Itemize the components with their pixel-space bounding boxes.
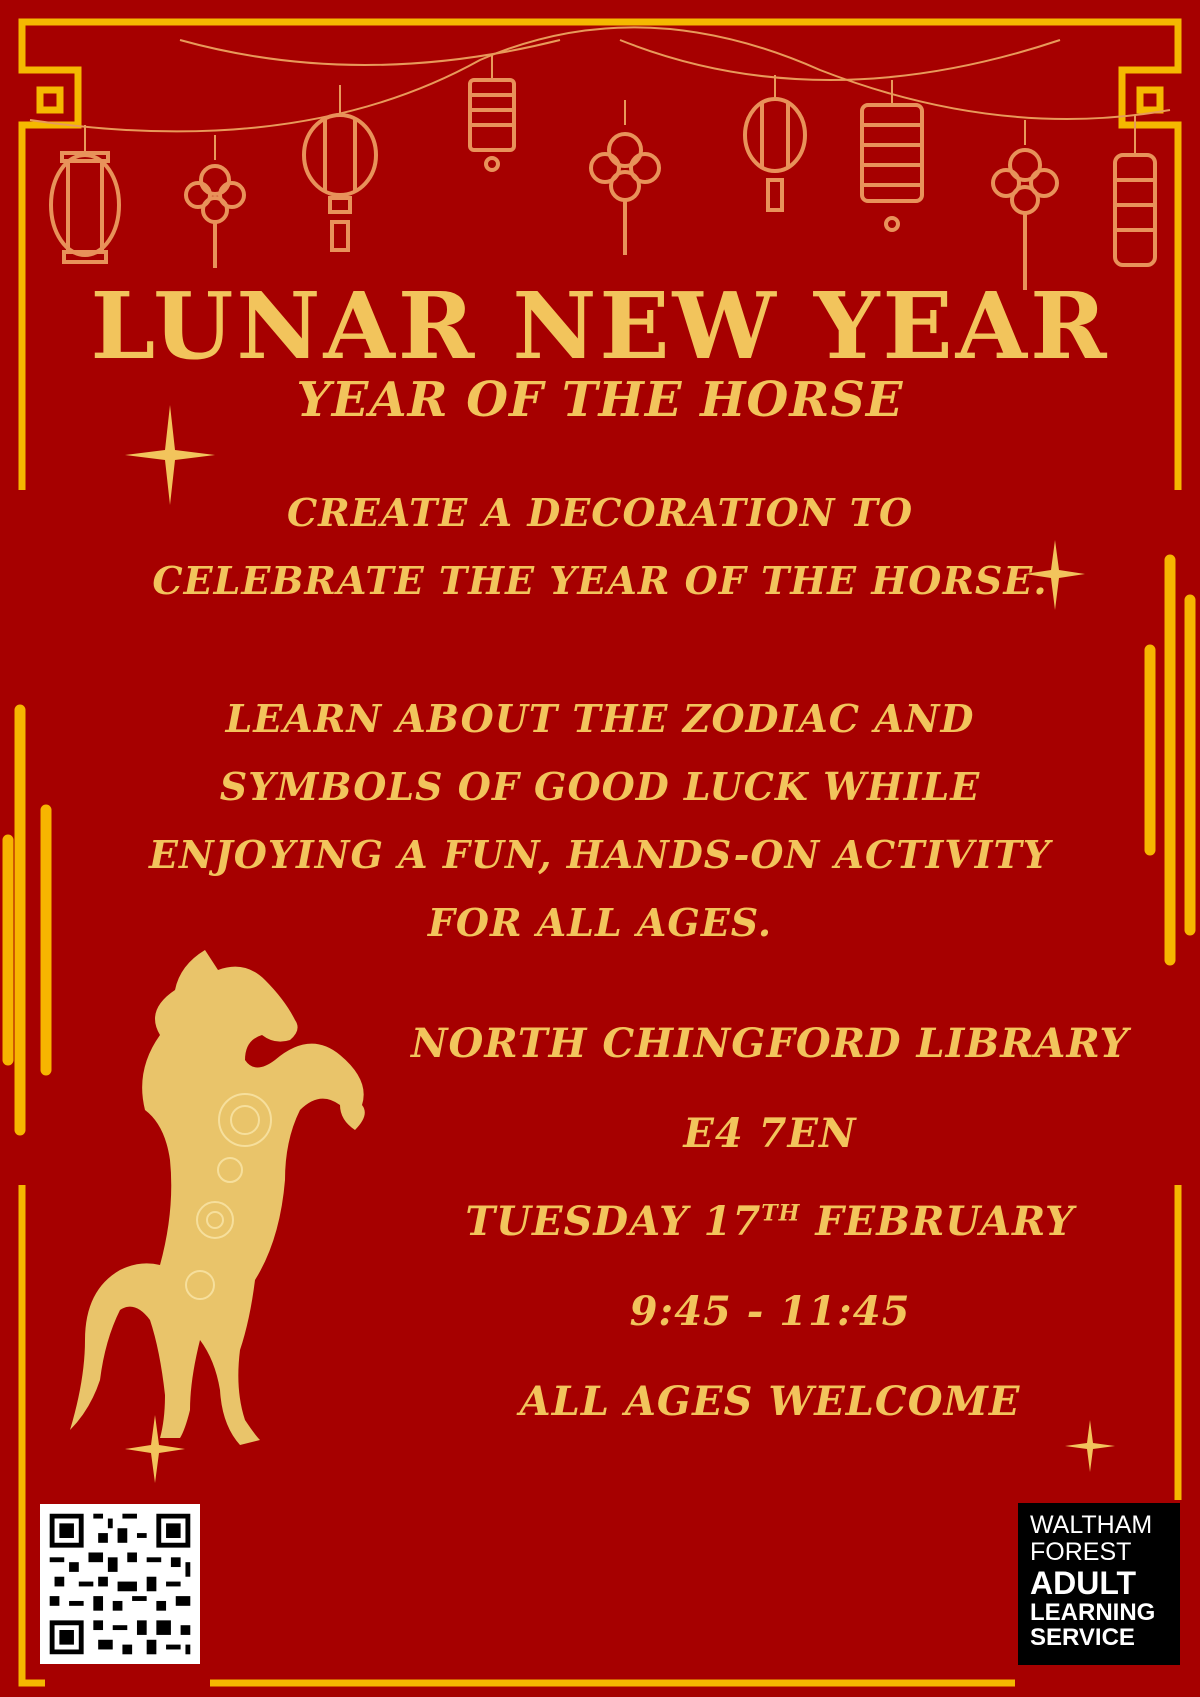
- event-date-suffix: TH: [761, 1200, 801, 1227]
- waltham-forest-logo: [1018, 1503, 1180, 1665]
- poster-title: LUNAR NEW YEAR: [90, 272, 1110, 380]
- event-venue: NORTH CHINGFORD LIBRARY: [410, 1020, 1130, 1067]
- poster-subtitle: YEAR OF THE HORSE: [296, 372, 904, 428]
- description-line: ENJOYING A FUN, HANDS-ON ACTIVITY: [149, 832, 1051, 877]
- logo-line: SERVICE: [1030, 1624, 1135, 1651]
- logo-line: WALTHAM: [1030, 1511, 1153, 1539]
- logo-line: FOREST: [1030, 1538, 1132, 1566]
- qr-code-icon[interactable]: [40, 1504, 200, 1664]
- event-audience: ALL AGES WELCOME: [519, 1378, 1021, 1425]
- description-line: LEARN ABOUT THE ZODIAC AND: [225, 696, 975, 741]
- description-line: CREATE A DECORATION TO: [286, 490, 914, 535]
- event-date-month: FEBRUARY: [800, 1198, 1075, 1245]
- description-line: SYMBOLS OF GOOD LUCK WHILE: [219, 764, 981, 809]
- sparkle-icon: [1065, 1420, 1115, 1472]
- event-date: [380, 1198, 1160, 1245]
- logo-line: ADULT: [1030, 1565, 1137, 1601]
- description-line: FOR ALL AGES.: [427, 900, 773, 945]
- description-line: CELEBRATE THE YEAR OF THE HORSE.: [152, 558, 1048, 603]
- logo-line: LEARNING: [1030, 1599, 1156, 1626]
- event-postcode: E4 7EN: [683, 1110, 857, 1157]
- event-time: 9:45 - 11:45: [629, 1288, 911, 1335]
- event-date-day: TUESDAY 17: [465, 1198, 762, 1245]
